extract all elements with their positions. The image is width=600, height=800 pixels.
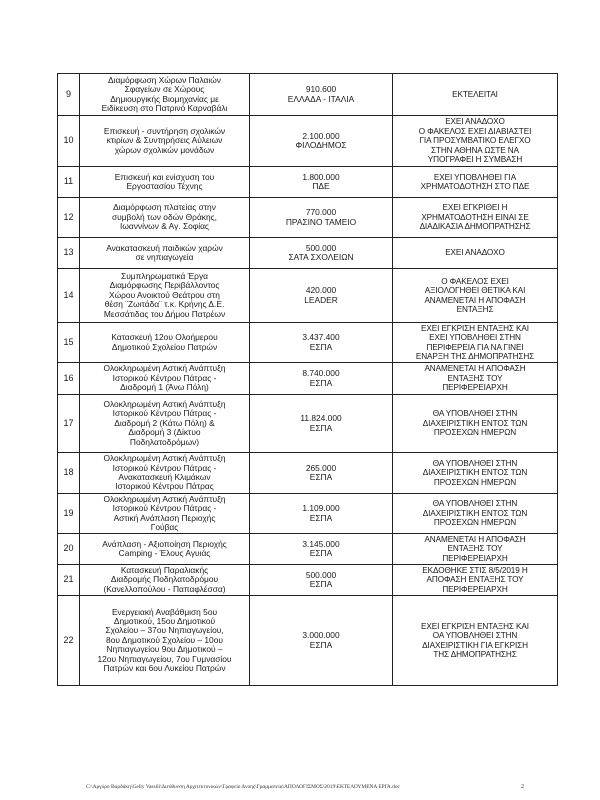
table-row xyxy=(58,198,558,238)
project-description: Ανακατασκευή παιδικών χαρών σε νηπιαγωγεία xyxy=(80,238,250,269)
budget-funding: 3.000.000 ΕΣΠΑ xyxy=(250,596,393,686)
row-number: 11 xyxy=(58,167,80,198)
project-status: ΑΝΑΜΕΝΕΤΑΙ Η ΑΠΟΦΑΣΗ ΕΝΤΑΞΗΣ ΤΟΥ ΠΕΡΙΦΕΡΕΙΑΡΧΗ xyxy=(393,363,558,395)
row-number: 22 xyxy=(58,596,80,686)
project-description: Ολοκληρωμένη Αστική Ανάπτυξη Ιστορικού Κέντρου Πάτρας - Αστική Ανάπλαση Περιοχής Γούβας xyxy=(80,494,250,534)
footer-file-path: C:\Αργύρο Βαρδάκη\Gelly Vassili\Διεύθυνση Αρχιτεκτονικών\Γραφείο Δνοης\Γραμματεία\ΑΠΟΛΟΓΙΣΜΟΣ\2019\ΕΚΤΕΛΟΥΜΕΝΑ ΕΡΓΑ.doc xyxy=(86,784,400,790)
budget-funding: 500.000 ΕΣΠΑ xyxy=(250,565,393,596)
budget-funding: 8.740.000 ΕΣΠΑ xyxy=(250,363,393,395)
row-number: 20 xyxy=(58,534,80,565)
project-description: Επισκευή - συντήρηση σχολικών κτιρίων & Συντηρήσεις Αύλειων χώρων σχολικών μονάδων xyxy=(80,116,250,167)
table-row xyxy=(58,534,558,565)
project-description: Κατασκευή Παραλιακής Διαδρομής Ποδηλατοδρόμου (Κανελλοπούλου - Παπαφλέσσα) xyxy=(80,565,250,596)
project-description: Ανάπλαση - Αξιοποίηση Περιοχής Camping - Έλους Αγυιάς xyxy=(80,534,250,565)
table-row xyxy=(58,494,558,534)
project-status: ΕΧΕΙ ΑΝΑΔΟΧΟ Ο ΦΑΚΕΛΟΣ ΕΧΕΙ ΔΙΑΒΙΑΣΤΕΙ ΓΙΑ ΠΡΟΣΥΜΒΑΤΙΚΟ ΕΛΕΓΧΟ ΣΤΗΝ ΑΘΗΝΑ ΩΣΤΕ ΝΑ ΥΠΟΓΡΑΦΕΙ Η ΣΥΜΒΑΣΗ xyxy=(393,116,558,167)
row-number: 19 xyxy=(58,494,80,534)
budget-funding: 1.800.000 ΠΔΕ xyxy=(250,167,393,198)
budget-funding: 3.145.000 ΕΣΠΑ xyxy=(250,534,393,565)
projects-table xyxy=(57,73,558,686)
project-description: Ολοκληρωμένη Αστική Ανάπτυξη Ιστορικού Κέντρου Πάτρας - Διαδρομή 2 (Κάτω Πόλη) & Διαδρομή 3 (Δίκτυο Ποδηλατοδρόμων) xyxy=(80,395,250,453)
project-description: Ενεργειακή Αναβάθμιση 5ου Δημοτικού, 15ου Δημοτικού Σχολείου – 37ου Νηπιαγωγείου, 8ου Δημοτικού Σχολείου – 10ου Νηπιαγωγείου 9ου Δημοτικού – 12ου Νηπιαγωγείου, 7ου Γυμνασίου Πατρών και 6ου Λυκείου Πατρών xyxy=(80,596,250,686)
table-row xyxy=(58,269,558,323)
row-number: 14 xyxy=(58,269,80,323)
row-number: 12 xyxy=(58,198,80,238)
project-description: Διαμόρφωση πλατείας στην συμβολή των οδών Θράκης, Ιωαννίνων & Αγ. Σοφίας xyxy=(80,198,250,238)
table-row xyxy=(58,323,558,363)
row-number: 13 xyxy=(58,238,80,269)
table-row xyxy=(58,453,558,494)
project-status: ΕΧΕΙ ΥΠΟΒΛΗΘΕΙ ΓΙΑ ΧΡΗΜΑΤΟΔΟΤΗΣΗ ΣΤΟ ΠΔΕ xyxy=(393,167,558,198)
table-row xyxy=(58,596,558,686)
project-status: ΘΑ ΥΠΟΒΛΗΘΕΙ ΣΤΗΝ ΔΙΑΧΕΙΡΙΣΤΙΚΗ ΕΝΤΟΣ ΤΩΝ ΠΡΟΣΕΧΩΝ ΗΜΕΡΩΝ xyxy=(393,494,558,534)
budget-funding: 2.100.000 ΦΙΛΟΔΗΜΟΣ xyxy=(250,116,393,167)
project-status: ΕΧΕΙ ΕΓΚΡΙΣΗ ΕΝΤΑΞΗΣ ΚΑΙ ΟΑ ΥΠΟΒΛΗΘΕΙ ΣΤΗΝ ΔΙΑΧΕΙΡΙΣΤΙΚΗ ΓΙΑ ΕΓΚΡΙΣΗ ΤΗΣ ΔΗΜΟΠΡΑΤΗΣΗΣ xyxy=(393,596,558,686)
project-description: Συμπληρωματικά Έργα Διαμόρφωσης Περιβάλλοντος Χώρου Ανοικτού Θεάτρου στη θέση ¨Ζωιτάδα¨ τ.κ. Κρήνης Δ.Ε. Μεσσάτιδας του Δήμου Πατρέων xyxy=(80,269,250,323)
table-row xyxy=(58,395,558,453)
table-row xyxy=(58,565,558,596)
project-description: Ολοκληρωμένη Αστική Ανάπτυξη Ιστορικού Κέντρου Πάτρας - Διαδρομή 1 (Άνω Πόλη) xyxy=(80,363,250,395)
project-status: ΑΝΑΜΕΝΕΤΑΙ Η ΑΠΟΦΑΣΗ ΕΝΤΑΞΗΣ ΤΟΥ ΠΕΡΙΦΕΡΕΙΑΡΧΗ xyxy=(393,534,558,565)
budget-funding: 11.824.000 ΕΣΠΑ xyxy=(250,395,393,453)
row-number: 15 xyxy=(58,323,80,363)
budget-funding: 910.600 ΕΛΛΑΔΑ - ΙΤΑΛΙΑ xyxy=(250,74,393,116)
table-row xyxy=(58,363,558,395)
project-status: Ο ΦΑΚΕΛΟΣ ΕΧΕΙ ΑΞΙΟΛΟΓΗΘΕΙ ΘΕΤΙΚΑ ΚΑΙ ΑΝΑΜΕΝΕΤΑΙ Η ΑΠΟΦΑΣΗ ΕΝΤΑΞΗΣ xyxy=(393,269,558,323)
project-status: ΕΧΕΙ ΕΓΚΡΙΣΗ ΕΝΤΑΞΗΣ ΚΑΙ ΕΧΕΙ ΥΠΟΒΛΗΘΕΙ ΣΤΗΝ ΠΕΡΙΦΕΡΕΙΑ ΓΙΑ ΝΑ ΓΙΝΕΙ ΕΝΑΡΞΗ ΤΗΣ ΔΗΜΟΠΡΑΤΗΣΗΣ xyxy=(393,323,558,363)
budget-funding: 500.000 ΣΑΤΑ ΣΧΟΛΕΙΩΝ xyxy=(250,238,393,269)
row-number: 21 xyxy=(58,565,80,596)
project-status: ΕΧΕΙ ΑΝΑΔΟΧΟ xyxy=(393,238,558,269)
project-status: ΘΑ ΥΠΟΒΛΗΘΕΙ ΣΤΗΝ ΔΙΑΧΕΙΡΙΣΤΙΚΗ ΕΝΤΟΣ ΤΩΝ ΠΡΟΣΕΧΩΝ ΗΜΕΡΩΝ xyxy=(393,395,558,453)
project-description: Διαμόρφωση Χώρων Παλαιών Σφαγείων σε Χώρους Δημιουργικής Βιομηχανίας με Ειδίκευση στο Πατρινό Καρναβάλι xyxy=(80,74,250,116)
budget-funding: 770.000 ΠΡΑΣΙΝΟ ΤΑΜΕΙΟ xyxy=(250,198,393,238)
project-description: Ολοκληρωμένη Αστική Ανάπτυξη Ιστορικού Κέντρου Πάτρας - Ανακατασκευή Κλιμάκων Ιστορικού Κέντρου Πάτρας xyxy=(80,453,250,494)
project-status: ΘΑ ΥΠΟΒΛΗΘΕΙ ΣΤΗΝ ΔΙΑΧΕΙΡΙΣΤΙΚΗ ΕΝΤΟΣ ΤΩΝ ΠΡΟΣΕΧΩΝ ΗΜΕΡΩΝ xyxy=(393,453,558,494)
budget-funding: 265.000 ΕΣΠΑ xyxy=(250,453,393,494)
table-row xyxy=(58,238,558,269)
row-number: 9 xyxy=(58,74,80,116)
budget-funding: 3.437.400 ΕΣΠΑ xyxy=(250,323,393,363)
table-row xyxy=(58,74,558,116)
project-status: ΕΚΤΕΛΕΙΤΑΙ xyxy=(393,74,558,116)
row-number: 17 xyxy=(58,395,80,453)
row-number: 18 xyxy=(58,453,80,494)
project-status: ΕΚΔΟΘΗΚΕ ΣΤΙΣ 8/5/2019 Η ΑΠΟΦΑΣΗ ΕΝΤΑΞΗΣ ΤΟΥ ΠΕΡΙΦΕΡΕΙΑΡΧΗ xyxy=(393,565,558,596)
page-number: 2 xyxy=(521,784,524,790)
table-row xyxy=(58,167,558,198)
project-description: Κατασκευή 12ου Ολοήμερου Δημοτικού Σχολείου Πατρών xyxy=(80,323,250,363)
project-status: ΕΧΕΙ ΕΓΚΡΙΘΕΙ Η ΧΡΗΜΑΤΟΔΟΤΗΣΗ ΕΙΝΑΙ ΣΕ ΔΙΑΔΙΚΑΣΙΑ ΔΗΜΟΠΡΑΤΗΣΗΣ xyxy=(393,198,558,238)
budget-funding: 420.000 LEADER xyxy=(250,269,393,323)
row-number: 10 xyxy=(58,116,80,167)
budget-funding: 1.109.000 ΕΣΠΑ xyxy=(250,494,393,534)
row-number: 16 xyxy=(58,363,80,395)
project-description: Επισκευή και ενίσχυση του Εργοστασίου Τέχνης xyxy=(80,167,250,198)
table-row xyxy=(58,116,558,167)
